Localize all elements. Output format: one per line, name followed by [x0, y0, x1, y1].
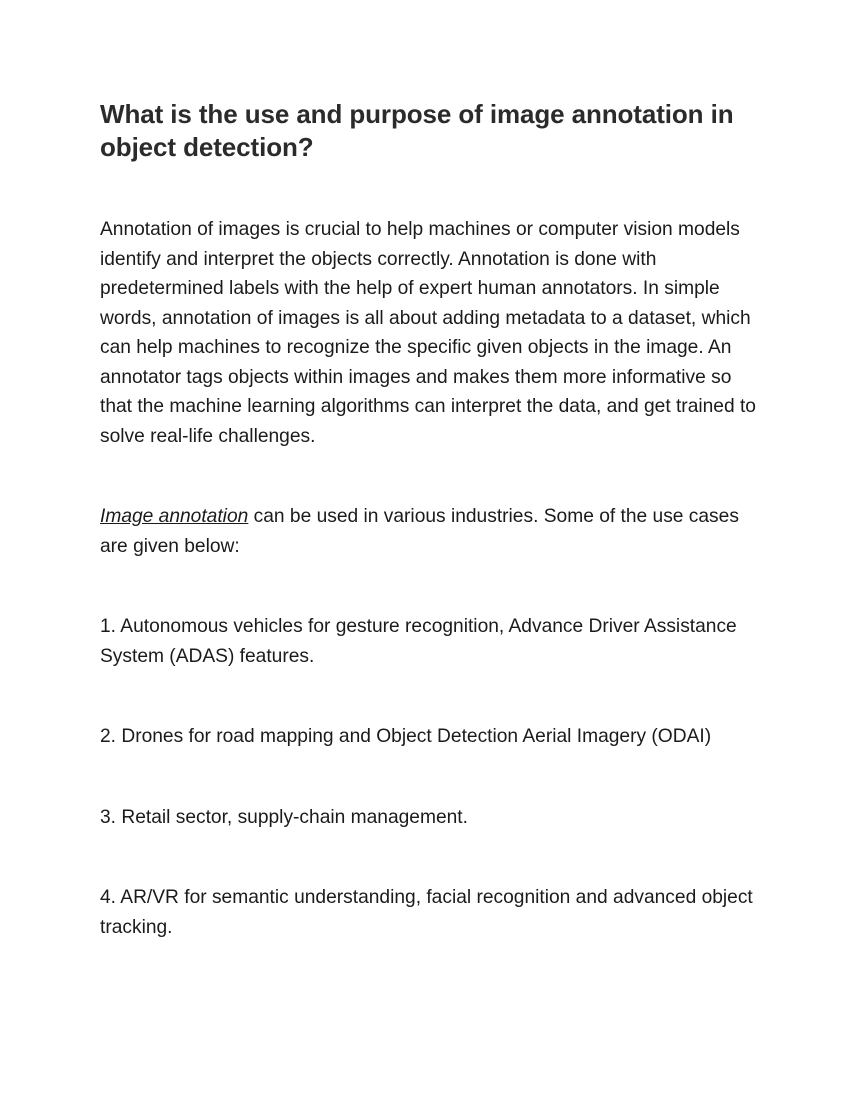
list-item: 4. AR/VR for semantic understanding, facial recognition and advanced object tracking. [100, 887, 753, 938]
list-item: 1. Autonomous vehicles for gesture recognition, Advance Driver Assistance System (ADAS) features. [100, 616, 737, 667]
use-cases-paragraph [100, 502, 760, 561]
image-annotation-link[interactable]: Image annotation [100, 506, 249, 527]
document-body [100, 98, 760, 942]
use-cases-text: can be used in various industries. Some of the use cases are given below: [100, 506, 739, 557]
page-title: What is the use and purpose of image annotation in object detection? [100, 99, 734, 162]
list-item: 2. Drones for road mapping and Object Detection Aerial Imagery (ODAI) [100, 726, 712, 747]
list-item: 3. Retail sector, supply-chain management. [100, 806, 468, 828]
intro-paragraph: Annotation of images is crucial to help machines or computer vision models identify and interpret the objects correctly. Annotation is done with predetermined labels with the help of expert human annotators. In simple words, annotation of images is all about adding metadata to a dataset, which can help machines to recognize the specific given objects in the image. An annotator tags objects within images and makes them more informative so that the machine learning algorithms can interpret the data, and get trained to solve real-life challenges. [100, 219, 756, 447]
